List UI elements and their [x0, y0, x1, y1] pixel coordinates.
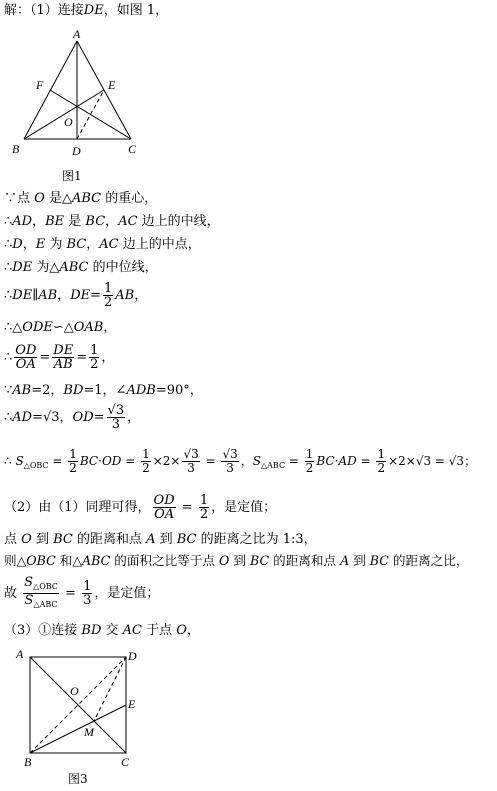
label-c: C [128, 142, 137, 156]
step-2: ∴AD，BE 是 BC，AC 边上的中线， [4, 214, 220, 229]
frac-od-oa: $\frac{OD}{OA}$ [15, 343, 37, 372]
part-3-line-1: （3）①连接 BD 交 AC 于点 O， [4, 623, 200, 638]
label-d: D [128, 649, 137, 663]
label-b: B [12, 142, 20, 156]
step-10: ∴ $S_{\triangle OBC}$ = $\frac{1}{2}$ BC·OD = $\frac{1}{2}$ ×2× $\frac{√3}{3}$ = $\frac{√3}{3}$ ，$S_{\triangle ABC}$ = $\frac{1}{2}$ BC·AD = $\frac{1}{2}$ ×2×√3 = √3； [4, 447, 477, 475]
frac-area-ratio: $\frac{S_{\triangle OBC}}{S_{\triangle ABC}}$ [24, 575, 58, 609]
intro-segment: DE [83, 3, 104, 18]
figure-1 [10, 28, 145, 160]
frac-sqrt3-3: $\frac{√3}{3}$ [107, 403, 125, 432]
frac-1-2: $\frac{1}{2}$ [90, 343, 99, 372]
label-m: M [84, 725, 94, 739]
label-o: O [64, 115, 73, 129]
figure-1-caption: 图1 [62, 169, 82, 183]
label-c: C [121, 755, 130, 769]
frac-de-ab: $\frac{DE}{AB}$ [53, 343, 74, 372]
part-2-line-4: 故 $\frac{S_{\triangle OBC}}{S_{\triangle ABC}}$ = $\frac{1}{3}$ ，是定值； [4, 575, 160, 609]
part-2-line-3: 则△OBC 和△ABC 的面积之比等于点 O 到 BC 的距离和点 A 到 BC 的距离之比， [4, 553, 469, 568]
step-7: ∴ $\frac{OD}{OA}$ = $\frac{DE}{AB}$ = $\frac{1}{2}$ ， [4, 343, 115, 372]
step-8: ∵AB=2，BD=1，∠ADB=90°， [4, 383, 203, 398]
step-4: ∴DE 为△ABC 的中位线， [4, 260, 158, 275]
label-e: E [108, 78, 116, 92]
intro-tail: ，如图 1， [103, 3, 169, 18]
figure-3-caption: 图3 [68, 772, 88, 786]
label-a: A [73, 28, 81, 41]
label-d: D [72, 144, 81, 158]
step-9: ∴AD=√3，OD= $\frac{√3}{3}$ ， [4, 403, 141, 432]
part-2-line-2: 点 O 到 BC 的距离和点 A 到 BC 的距离之比为 1:3， [4, 532, 317, 547]
label-b: B [24, 755, 32, 769]
intro-text: 解：（1）连接 [4, 3, 84, 18]
part-2-line-1: （2）由（1）同理可得， $\frac{OD}{OA}$ = $\frac{1}{2}$ ，是定值； [4, 493, 277, 522]
step-6: ∴△ODE∽△OAB， [4, 320, 117, 335]
segment-be [30, 705, 126, 753]
label-o: O [70, 684, 79, 698]
step-3: ∴D，E 为 BC，AC 边上的中点， [4, 237, 201, 252]
label-f: F [36, 78, 44, 92]
label-e: E [128, 697, 136, 711]
segment-dm-dashed [94, 657, 126, 721]
label-a: A [16, 647, 24, 661]
intro-line [4, 4, 168, 17]
step-1: ∵点 O 是△ABC 的重心， [4, 191, 158, 206]
step-5: ∴DE∥AB，DE= $\frac{1}{2}$ AB， [4, 281, 148, 310]
frac-half: $\frac{1}{2}$ [104, 281, 113, 310]
figure-3 [10, 647, 145, 769]
median-cf [50, 90, 131, 139]
